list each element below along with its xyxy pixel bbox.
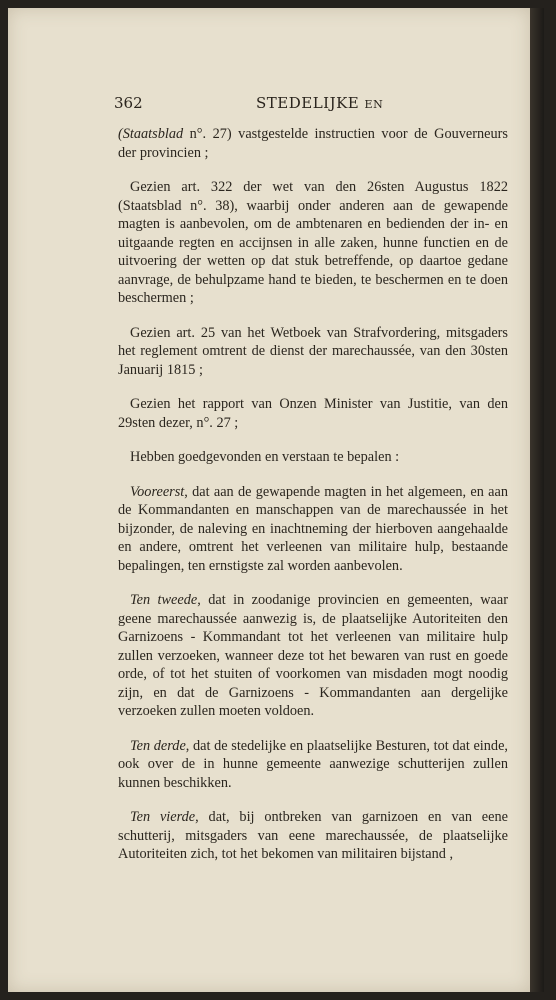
paragraph-7-lead: Ten tweede [130, 592, 198, 608]
paragraph-2-text: Gezien art. 322 der wet van den 26sten Augustus 1822 (Staatsblad n°. 38), waarbij onder anderen aan de gewapende magten is aanbevolen, om de ambtenaren en bedienden der in- en uitgaande regten en accijnsen in alle zaken, hunne functien en de uitvoering der wetten op dat stuk betreffende, op daartoe gedane aanvrage, de behulpzame hand te bieden, te beschermen en te doen beschermen ; [118, 179, 508, 306]
paragraph-9-text: , dat, bij ontbreken van garnizoen en van eene schutterij, mitsgaders van eene marechaussée, de plaatselijke Autoriteiten zich, tot het bekomen van militairen bijstand , [118, 809, 508, 862]
paragraph-6-text: , dat aan de gewapende magten in het algemeen, en aan de Kommandanten en manschappen van de marechaussée in het bijzonder, de naleving en inachtneming der hierboven aangehaalde en andere, omtrent het verleenen van militaire hulp, bestaande bepalingen, ten ernstigste zal worden aanbevolen. [118, 483, 508, 574]
paragraph-8-text: , dat de stedelijke en plaatselijke Besturen, tot dat einde, ook over de in hunne gemeente aanwezige schutterijen zullen kunnen beschikken. [118, 737, 508, 791]
paragraph-1-lead: (Staatsblad [118, 126, 184, 142]
paragraph-5-text: Hebben goedgevonden en verstaan te bepalen : [130, 449, 400, 465]
paragraph-2 [118, 178, 508, 308]
paragraph-3 [118, 324, 508, 380]
paragraph-4 [118, 395, 508, 432]
paragraph-9-lead: Ten vierde [130, 809, 196, 825]
paragraph-1 [118, 125, 508, 162]
page-number: 362 [114, 94, 143, 112]
running-head-title: STEDELIJKE [256, 94, 360, 112]
running-head-suffix: EN [364, 98, 384, 111]
paragraph-6-lead: Vooreerst [130, 483, 185, 500]
paragraph-6 [118, 483, 508, 576]
paragraph-8-lead: Ten derde [130, 737, 186, 754]
paragraph-7-text: , dat in zoodanige provincien en gemeenten, waar geene marechaussée aanwezig is, de plaatselijke Autoriteiten den Garnizoens - Kommandant tot het verleenen van militaire hulp zullen verzoeken, wanneer deze tot het bewaren van rust en goede orde, of tot het stuiten of voorkomen van misdaden mogt noodig zijn, en dat de Garnizoens - Kommandanten aan dergelijke verzoeken zullen moeten voldoen. [118, 592, 508, 719]
body-text [118, 125, 508, 880]
paragraph-7 [118, 591, 508, 721]
paragraph-5 [118, 448, 508, 467]
paragraph-1-text: n°. 27) vastgestelde instructien voor de Gouverneurs der provincien ; [118, 126, 508, 161]
running-head [256, 94, 383, 112]
paragraph-8 [118, 737, 508, 793]
paragraph-3-text: Gezien art. 25 van het Wetboek van Strafvordering, mitsgaders het reglement omtrent de dienst der marechaussée, van den 30sten Januarij 1815 ; [118, 324, 508, 378]
paragraph-4-text: Gezien het rapport van Onzen Minister van Justitie, van den 29sten dezer, n°. 27 ; [118, 396, 508, 431]
page-edge-shadow [530, 8, 544, 992]
page-header [114, 94, 506, 116]
paragraph-9 [118, 808, 508, 864]
